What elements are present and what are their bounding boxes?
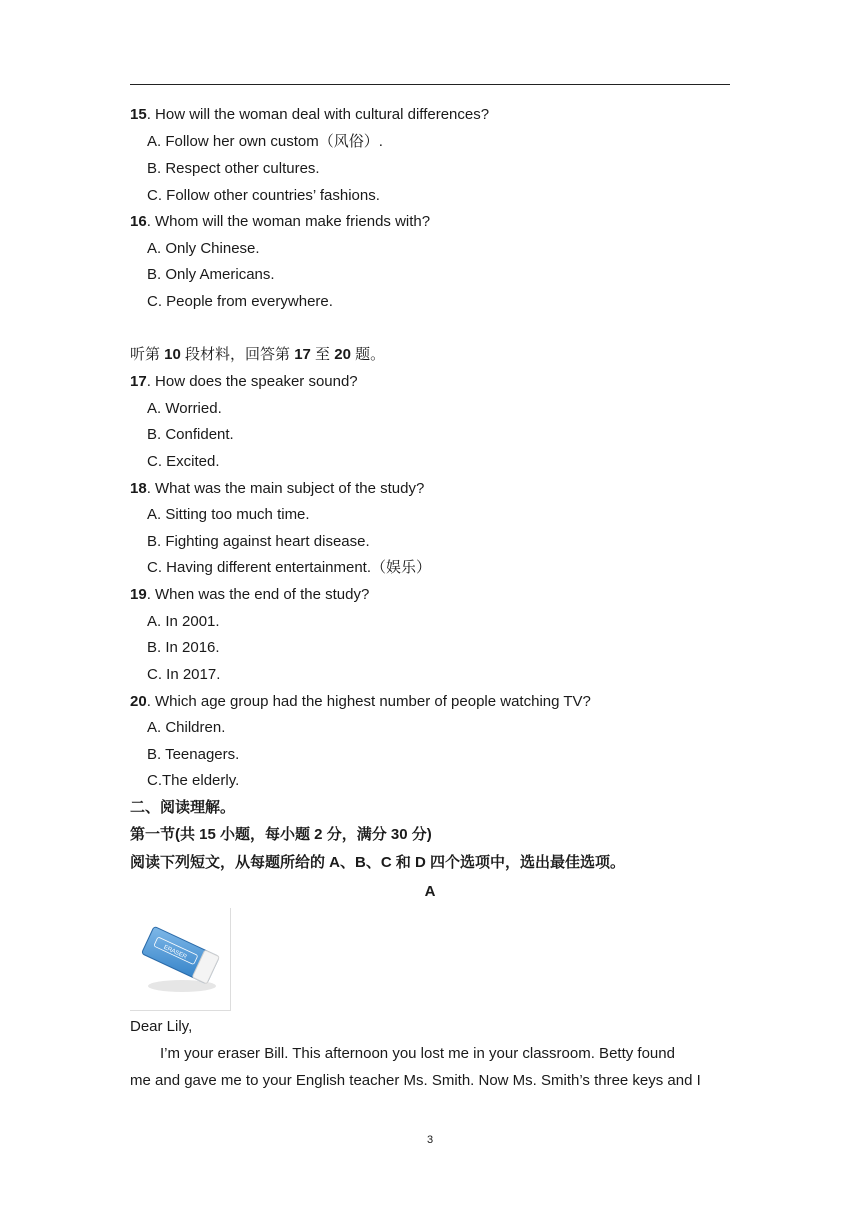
question-number: 16 bbox=[130, 213, 147, 230]
instruction-number: 10 bbox=[164, 346, 181, 363]
instruction-text: 至 bbox=[310, 346, 335, 363]
question-text: . When was the end of the study? bbox=[146, 586, 370, 603]
question-text: . Whom will the woman make friends with? bbox=[146, 213, 431, 230]
eraser-label: ERASER bbox=[162, 944, 188, 961]
option-17b: B. Confident. bbox=[147, 426, 234, 443]
section-subheading: 第一节(共 15 小题，每小题 2 分，满分 30 分) bbox=[130, 826, 432, 843]
question-number: 18 bbox=[130, 480, 147, 497]
reading-instruction: 阅读下列短文，从每题所给的 A、B、C 和 D 四个选项中，选出最佳选项。 bbox=[130, 854, 626, 871]
instruction-number: 17 bbox=[294, 346, 311, 363]
option-15a: A. Follow her own custom（风俗）. bbox=[147, 133, 383, 150]
question-16 bbox=[130, 212, 430, 232]
section-heading: 二、阅读理解。 bbox=[130, 799, 236, 816]
question-19 bbox=[130, 585, 369, 605]
option-16a: A. Only Chinese. bbox=[147, 240, 260, 257]
passage-label: A bbox=[424, 883, 436, 900]
option-18c: C. Having different entertainment.（娱乐） bbox=[147, 559, 432, 576]
question-15 bbox=[130, 105, 489, 125]
question-18 bbox=[130, 479, 424, 499]
option-17a: A. Worried. bbox=[147, 400, 222, 417]
letter-greeting: Dear Lily, bbox=[130, 1018, 193, 1035]
option-20c: C.The elderly. bbox=[147, 772, 240, 789]
section-10-instruction bbox=[130, 345, 385, 365]
option-15b: B. Respect other cultures. bbox=[147, 160, 320, 177]
question-text: . Which age group had the highest number of people watching TV? bbox=[146, 693, 591, 710]
question-17 bbox=[130, 372, 358, 392]
option-18b: B. Fighting against heart disease. bbox=[147, 533, 370, 550]
question-text: . What was the main subject of the study? bbox=[146, 480, 425, 497]
option-19c: C. In 2017. bbox=[147, 666, 221, 683]
option-16b: B. Only Americans. bbox=[147, 266, 275, 283]
option-20b: B. Teenagers. bbox=[147, 746, 240, 763]
instruction-number: 20 bbox=[334, 346, 351, 363]
question-20 bbox=[130, 692, 591, 712]
eraser-icon bbox=[130, 908, 230, 1010]
question-text: . How does the speaker sound? bbox=[146, 373, 358, 390]
instruction-text: 题。 bbox=[350, 346, 386, 363]
letter-paragraph-line-2: me and gave me to your English teacher Ms. Smith. Now Ms. Smith’s three keys and I bbox=[130, 1072, 701, 1089]
header-rule bbox=[130, 84, 730, 85]
question-number: 17 bbox=[130, 373, 147, 390]
letter-paragraph-line-1: I’m your eraser Bill. This afternoon you lost me in your classroom. Betty found bbox=[160, 1045, 675, 1062]
option-18a: A. Sitting too much time. bbox=[147, 506, 310, 523]
option-17c: C. Excited. bbox=[147, 453, 220, 470]
instruction-text: 听第 bbox=[130, 346, 165, 363]
question-number: 20 bbox=[130, 693, 147, 710]
option-20a: A. Children. bbox=[147, 719, 226, 736]
option-16c: C. People from everywhere. bbox=[147, 293, 333, 310]
eraser-image bbox=[130, 908, 231, 1011]
page-number: 3 bbox=[426, 1134, 434, 1146]
option-15c: C. Follow other countries’ fashions. bbox=[147, 187, 380, 204]
option-19b: B. In 2016. bbox=[147, 639, 220, 656]
question-number: 15 bbox=[130, 106, 147, 123]
option-19a: A. In 2001. bbox=[147, 613, 220, 630]
instruction-text: 段材料，回答第 bbox=[180, 346, 295, 363]
question-number: 19 bbox=[130, 586, 147, 603]
question-text: . How will the woman deal with cultural differences? bbox=[146, 106, 490, 123]
